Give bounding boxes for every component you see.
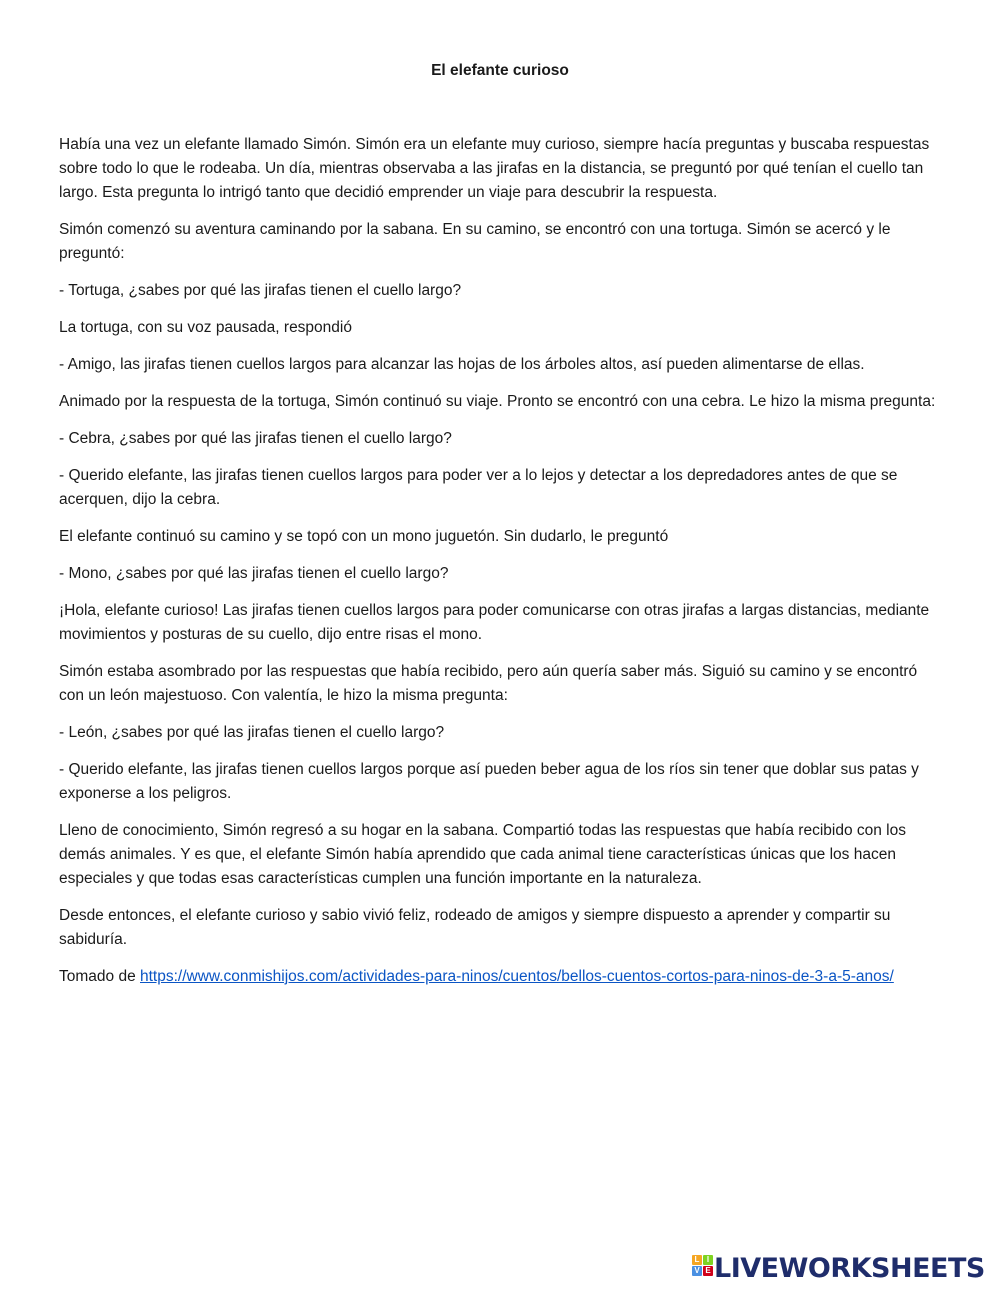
paragraph: El elefante continuó su camino y se topó con un mono juguetón. Sin dudarlo, le preguntó	[59, 528, 669, 545]
logo-mark-letter: L	[692, 1255, 702, 1265]
page-title: El elefante curioso	[431, 62, 569, 79]
paragraph: Lleno de conocimiento, Simón regresó a su hogar en la sabana. Compartió todas las respuestas que había recibido con los demás animales. Y es que, el elefante Simón había aprendido que cada animal tiene características únicas que los hacen especiales y que todas esas características cumplen una función importante en la naturaleza.	[59, 822, 906, 887]
source-link[interactable]: https://www.conmishijos.com/actividades-para-ninos/cuentos/bellos-cuentos-cortos-para-ninos-de-3-a-5-anos/	[140, 968, 894, 985]
paragraph: Desde entonces, el elefante curioso y sabio vivió feliz, rodeado de amigos y siempre dispuesto a aprender y compartir su sabiduría.	[59, 907, 891, 948]
logo-mark-letter: V	[692, 1266, 702, 1276]
liveworksheets-logo	[692, 1253, 985, 1285]
logo-mark-letter: E	[703, 1266, 713, 1276]
logo-mark-letter: I	[703, 1255, 713, 1265]
paragraph: Simón estaba asombrado por las respuestas que había recibido, pero aún quería saber más. Siguió su camino y se encontró con un león majestuoso. Con valentía, le hizo la misma pregunta:	[59, 663, 918, 704]
dialogue-line: - Tortuga, ¿sabes por qué las jirafas tienen el cuello largo?	[59, 282, 462, 299]
paragraph: Simón comenzó su aventura caminando por la sabana. En su camino, se encontró con una tortuga. Simón se acercó y le preguntó:	[59, 221, 891, 262]
story-body	[59, 133, 941, 1002]
source-prefix: Tomado de	[59, 968, 140, 985]
dialogue-line: - Querido elefante, las jirafas tienen cuellos largos porque así pueden beber agua de los ríos sin tener que doblar sus patas y exponerse a los peligros.	[59, 761, 919, 802]
dialogue-line: ¡Hola, elefante curioso! Las jirafas tienen cuellos largos para poder comunicarse con otras jirafas a largas distancias, mediante movimientos y posturas de su cuello, dijo entre risas el mono.	[59, 602, 930, 643]
dialogue-line: - Cebra, ¿sabes por qué las jirafas tienen el cuello largo?	[59, 430, 452, 447]
paragraph: La tortuga, con su voz pausada, respondió	[59, 319, 352, 336]
source-citation	[59, 965, 941, 989]
dialogue-line: - León, ¿sabes por qué las jirafas tienen el cuello largo?	[59, 724, 445, 741]
paragraph: Animado por la respuesta de la tortuga, Simón continuó su viaje. Pronto se encontró con una cebra. Le hizo la misma pregunta:	[59, 393, 936, 410]
dialogue-line: - Amigo, las jirafas tienen cuellos largos para alcanzar las hojas de los árboles altos, así pueden alimentarse de ellas.	[59, 356, 865, 373]
paragraph: Había una vez un elefante llamado Simón. Simón era un elefante muy curioso, siempre hacía preguntas y buscaba respuestas sobre todo lo que le rodeaba. Un día, mientras observaba a las jirafas en la distancia, se preguntó por qué tenían el cuello tan largo. Esta pregunta lo intrigó tanto que decidió emprender un viaje para descubrir la respuesta.	[59, 136, 930, 201]
logo-mark-icon	[692, 1255, 712, 1283]
dialogue-line: - Querido elefante, las jirafas tienen cuellos largos para poder ver a lo lejos y detectar a los depredadores antes de que se acerquen, dijo la cebra.	[59, 467, 898, 508]
dialogue-line: - Mono, ¿sabes por qué las jirafas tienen el cuello largo?	[59, 565, 449, 582]
logo-text: LIVEWORKSHEETS	[714, 1253, 985, 1284]
